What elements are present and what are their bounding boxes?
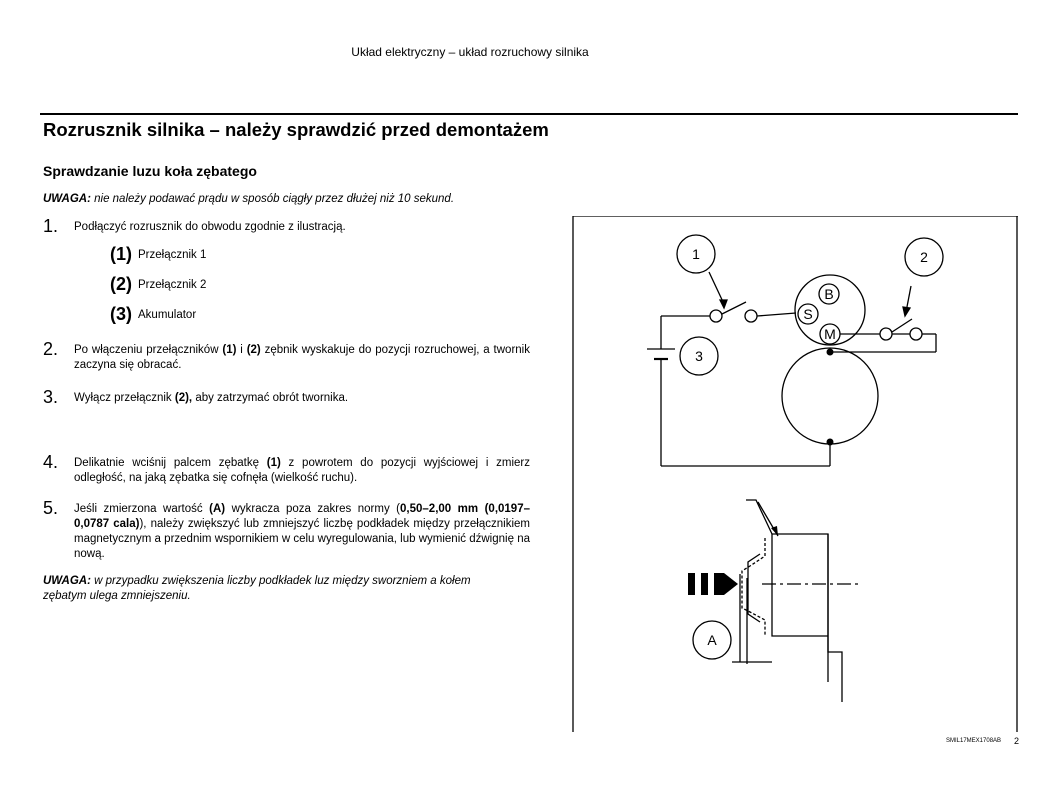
starter-wiring-diagram	[572, 216, 1018, 732]
subsection-title: Sprawdzanie luzu koła zębatego	[43, 163, 257, 179]
switch-2-contact	[880, 328, 892, 340]
gear-outline	[772, 534, 828, 636]
switch-2-contact	[910, 328, 922, 340]
step-text: Wyłącz przełącznik (2), aby zatrzymać obrót twornika.	[74, 392, 349, 404]
step-text: Delikatnie wciśnij palcem zębatkę (1) z powrotem do pozycji wyjściowej i zmierz odległość, na jaką zębatka się cofnęła (wielkość ruchu).	[74, 457, 530, 484]
callout-leader	[709, 272, 724, 304]
wire	[757, 313, 796, 316]
step-number: 1.	[43, 216, 59, 236]
step-text: Podłączyć rozrusznik do obwodu zgodnie z ilustracją.	[74, 221, 346, 233]
component-number: (1)	[110, 244, 132, 264]
note-text: w przypadku zwiększenia liczby podkładek luz między sworzniem a kołem zębatym ulega zmniejszeniu.	[43, 575, 471, 602]
callout-2-label: 2	[920, 249, 928, 265]
component-2	[110, 274, 206, 295]
component-3	[110, 304, 196, 325]
arrowhead	[903, 307, 910, 316]
pinion-detail	[732, 500, 858, 702]
step-text: Po włączeniu przełączników (1) i (2) zębnik wyskakuje do pozycji rozruchowej, a twornik zaczyna się obracać.	[74, 344, 530, 371]
note-label: UWAGA:	[43, 575, 91, 587]
terminal-m-label: M	[824, 326, 836, 342]
page-number: 2	[1014, 736, 1020, 746]
junction-dot	[827, 349, 834, 356]
step-number: 3.	[43, 387, 59, 407]
arrowhead	[720, 300, 727, 308]
running-header: Układ elektryczny – układ rozruchowy silnika	[351, 45, 589, 59]
component-number: (2)	[110, 274, 132, 294]
note-text: nie należy podawać prądu w sposób ciągły przez dłużej niż 10 sekund.	[90, 193, 455, 205]
section-title: Rozrusznik silnika – należy sprawdzić przed demontażem	[43, 119, 549, 140]
terminal-s-label: S	[803, 306, 813, 322]
step-text: Jeśli zmierzona wartość (A) wykracza poza zakres normy (0,50–2,00 mm (0,0197–0,0787 cala)), należy zwiększyć lub zmniejszyć liczbę podkładek między przełącznikiem magnetycznym a przednim wspornikiem w celu wyregulowania, lub wymienić dźwignię na nową.	[74, 503, 530, 560]
callout-a-label: A	[707, 632, 717, 648]
note-caution-2	[43, 574, 513, 604]
header-rule	[40, 113, 1018, 115]
pinion-outline	[742, 538, 765, 636]
note-label: UWAGA:	[43, 193, 91, 205]
note-caution-1	[43, 192, 454, 207]
terminal-b-label: B	[824, 286, 834, 302]
figure-code: SMIL17MEX1708AB	[946, 738, 1002, 744]
housing-outline	[828, 534, 842, 702]
switch-1-contact	[710, 310, 722, 322]
component-label: Akumulator	[138, 309, 197, 321]
step-number: 2.	[43, 339, 59, 359]
callout-3-label: 3	[695, 348, 703, 364]
component-number: (3)	[110, 304, 132, 324]
motor-armature	[782, 348, 878, 444]
callout-1-label: 1	[692, 246, 700, 262]
component-1	[110, 244, 206, 265]
component-label: Przełącznik 2	[138, 279, 207, 291]
switch-1-contact	[745, 310, 757, 322]
component-label: Przełącznik 1	[138, 249, 207, 261]
switch-2-lever	[892, 319, 912, 332]
housing-outline	[746, 500, 828, 682]
push-arrows	[688, 573, 738, 595]
step-number: 5.	[43, 498, 59, 518]
step-number: 4.	[43, 452, 59, 472]
junction-dot	[827, 439, 834, 446]
